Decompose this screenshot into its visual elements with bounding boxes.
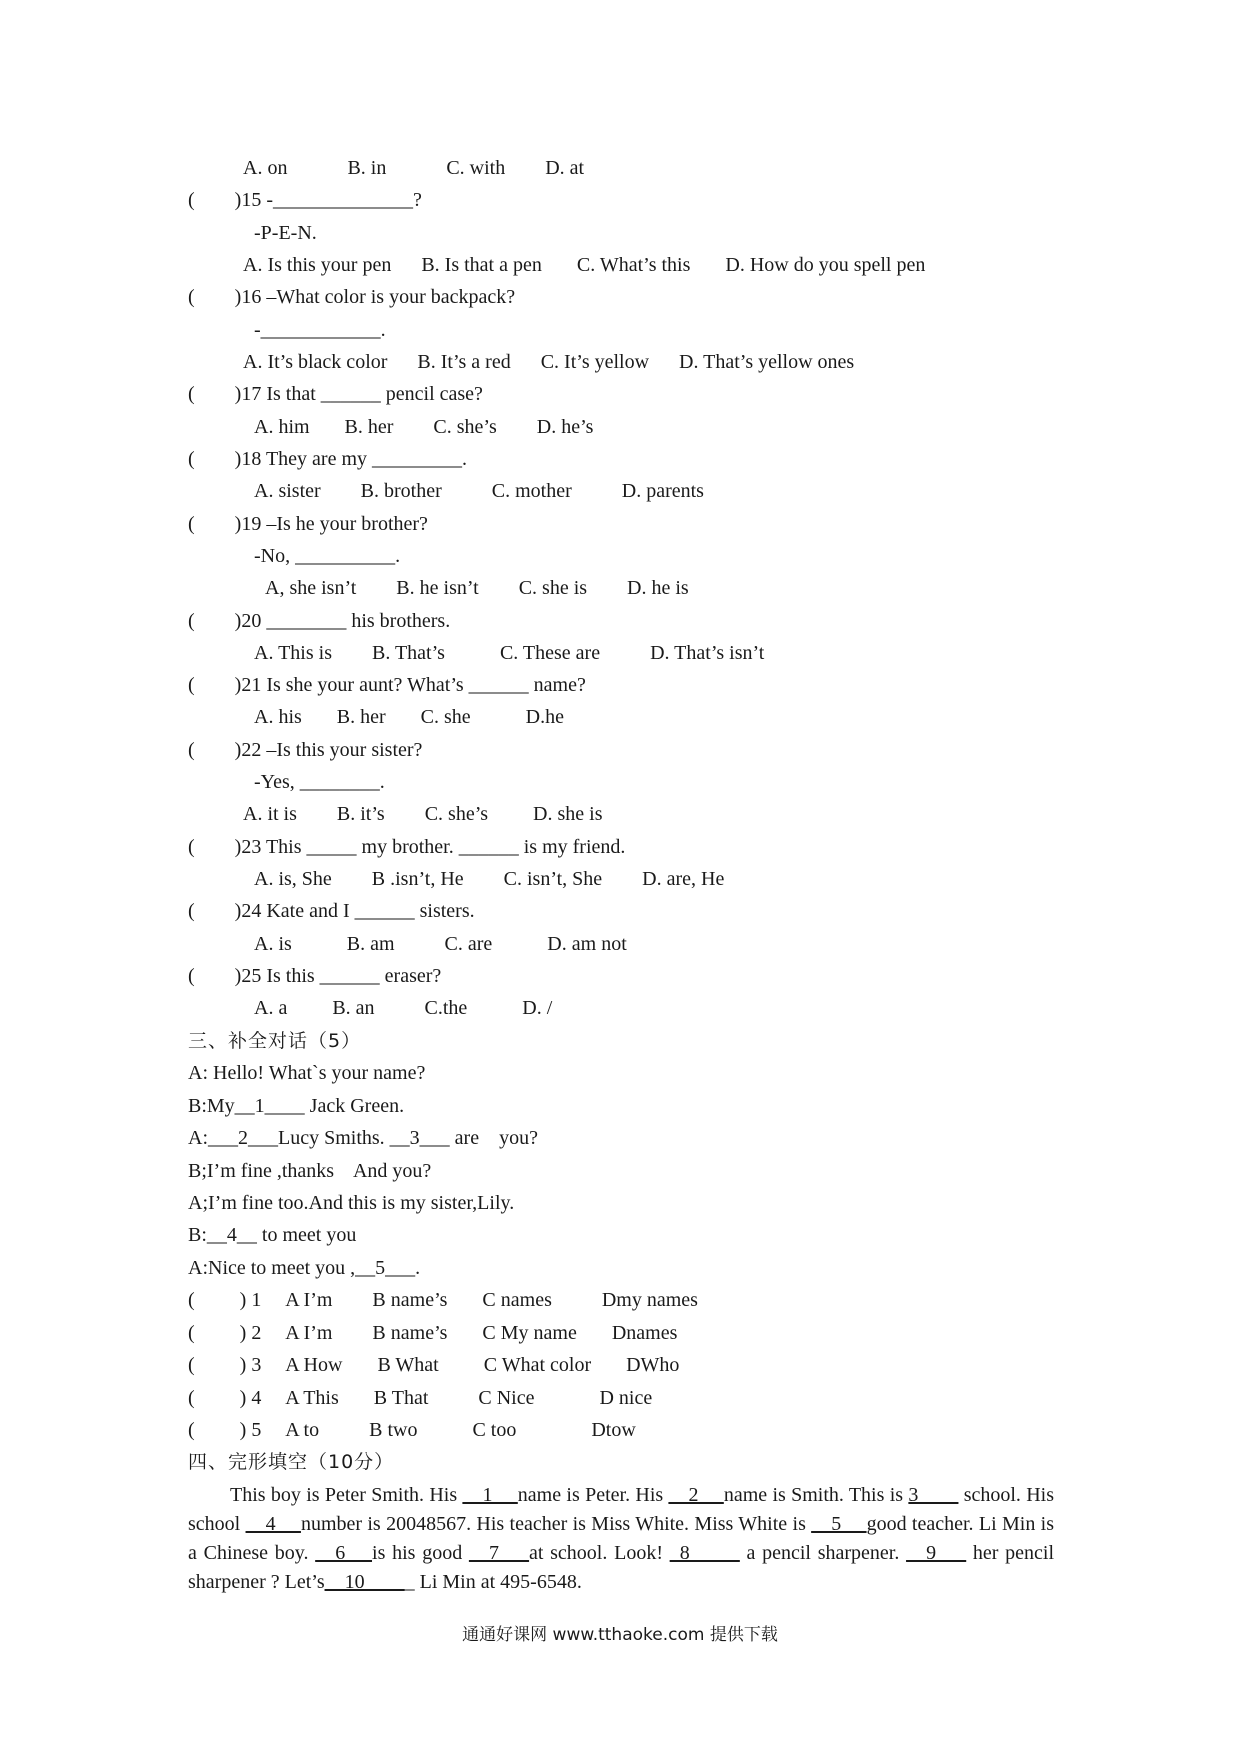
text-line: -P-E-N. <box>254 222 317 244</box>
text-line: B:__4__ to meet you <box>188 1224 357 1246</box>
text-line: ( )24 Kate and I ______ sisters. <box>188 900 475 922</box>
cloze-text: name is Smith. This is <box>723 1484 909 1506</box>
cloze-blank-3: 3____ <box>908 1484 959 1506</box>
text-line: ( ) 2 A I’m B name’s C My name Dnames <box>188 1322 678 1344</box>
text-line: -No, __________. <box>254 545 401 567</box>
cloze-passage <box>188 1481 1054 1597</box>
cloze-text: This boy is Peter Smith. His <box>230 1484 463 1506</box>
text-line: A, she isn’t B. he isn’t C. she is D. he is <box>265 577 689 599</box>
text-line: A:___2___Lucy Smiths. __3___ are you? <box>188 1127 538 1149</box>
text-line: A. It’s black color B. It’s a red C. It’s yellow D. That’s yellow ones <box>243 351 855 373</box>
text-line: A. This is B. That’s C. These are D. That’s isn’t <box>254 642 765 664</box>
text-line: ( )19 –Is he your brother? <box>188 513 428 535</box>
cloze-blank-5: __5__ <box>811 1513 867 1535</box>
text-line: ( )22 –Is this your sister? <box>188 739 423 761</box>
text-line: A;I’m fine too.And this is my sister,Lily. <box>188 1192 515 1214</box>
text-line: ( ) 3 A How B What C What color DWho <box>188 1354 680 1376</box>
cloze-blank-8: _8_____ <box>669 1542 740 1564</box>
cloze-blank-1: __1__ <box>462 1484 518 1506</box>
text-line: A:Nice to meet you ,__5___. <box>188 1257 421 1279</box>
cloze-text: good teacher. Li Min is a Chinese boy. <box>188 1513 1055 1564</box>
page-footer: 通通好课网 www.tthaoke.com 提供下载 <box>462 1625 778 1645</box>
text-line: ( )17 Is that ______ pencil case? <box>188 383 483 405</box>
text-line: ( )21 Is she your aunt? What’s ______ name? <box>188 674 586 696</box>
text-line: B:My__1____ Jack Green. <box>188 1095 405 1117</box>
text-line: A. Is this your pen B. Is that a pen C. What’s this D. How do you spell pen <box>243 254 926 276</box>
cloze-blank-10: __10____ <box>324 1571 405 1593</box>
text-line: A. sister B. brother C. mother D. parents <box>254 480 704 502</box>
text-line: A. on B. in C. with D. at <box>243 157 585 179</box>
text-line: ( )25 Is this ______ eraser? <box>188 965 442 987</box>
text-line: ( )23 This _____ my brother. ______ is my friend. <box>188 836 626 858</box>
cloze-text: _ Li Min at 495-6548. <box>404 1571 582 1593</box>
cloze-text: at school. Look! <box>528 1542 670 1564</box>
text-line: ( )16 –What color is your backpack? <box>188 286 516 308</box>
text-line: ( ) 5 A to B two C too Dtow <box>188 1419 636 1441</box>
cloze-text: a pencil sharpener. <box>739 1542 907 1564</box>
text-line: B;I’m fine ,thanks And you? <box>188 1160 432 1182</box>
section-heading: 三、补全对话（5） <box>188 1030 362 1052</box>
text-line: ( ) 1 A I’m B name’s C names Dmy names <box>188 1289 698 1311</box>
text-line: A. is B. am C. are D. am not <box>254 933 627 955</box>
text-line: A. a B. an C.the D. / <box>254 997 553 1019</box>
text-line: ( )18 They are my _________. <box>188 448 468 470</box>
cloze-blank-4: __4__ <box>245 1513 301 1535</box>
text-line: A: Hello! What`s your name? <box>188 1062 426 1084</box>
cloze-blank-9: __9___ <box>906 1542 967 1564</box>
text-line: A. is, She B .isn’t, He C. isn’t, She D. are, He <box>254 868 725 890</box>
section-heading: 四、完形填空（10分） <box>188 1451 395 1473</box>
cloze-text: school. His school <box>188 1484 1055 1535</box>
text-line: ( )15 -______________? <box>188 189 422 211</box>
text-line: ( ) 4 A This B That C Nice D nice <box>188 1387 653 1409</box>
cloze-blank-2: __2__ <box>668 1484 724 1506</box>
cloze-text: name is Peter. His <box>517 1484 669 1506</box>
cloze-text: her pencil sharpener ? Let’s <box>188 1542 1055 1593</box>
text-line: A. it is B. it’s C. she’s D. she is <box>243 803 603 825</box>
text-line: A. him B. her C. she’s D. he’s <box>254 416 594 438</box>
text-line: -Yes, ________. <box>254 771 385 793</box>
cloze-blank-6: __6__ <box>315 1542 373 1564</box>
cloze-text: number is 20048567. His teacher is Miss White. Miss White is <box>300 1513 812 1535</box>
text-line: -____________. <box>254 319 386 341</box>
cloze-text: is his good <box>372 1542 469 1564</box>
cloze-blank-7: __7___ <box>468 1542 529 1564</box>
text-line: ( )20 ________ his brothers. <box>188 610 451 632</box>
text-line: A. his B. her C. she D.he <box>254 706 564 728</box>
